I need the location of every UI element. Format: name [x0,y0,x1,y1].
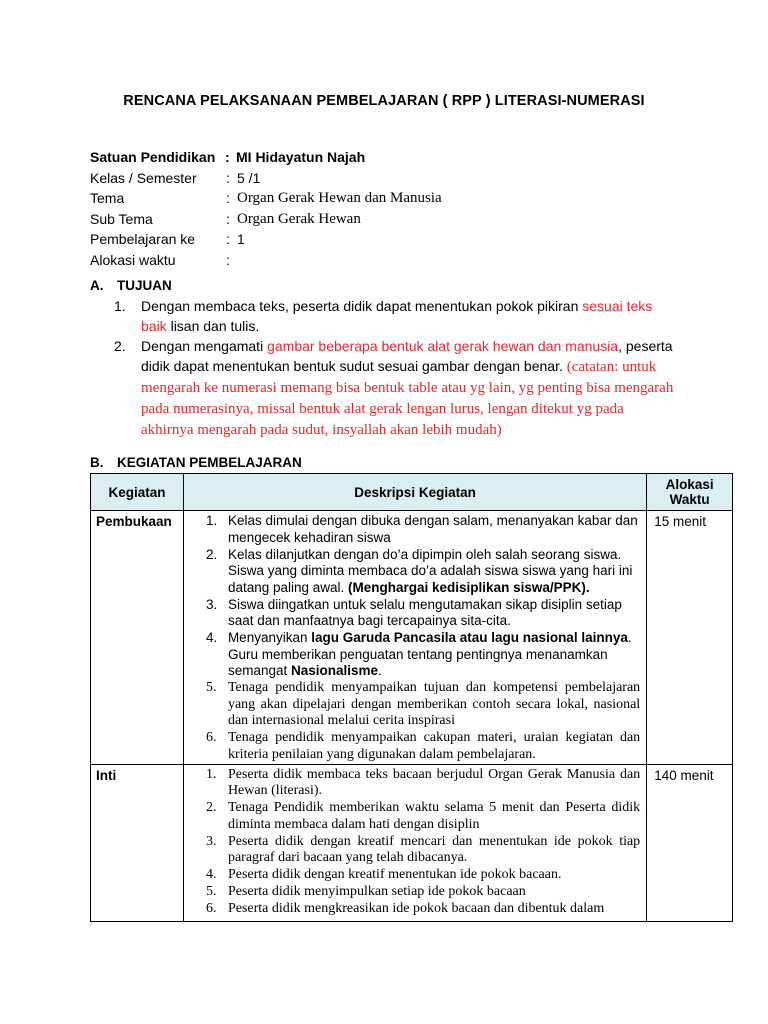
objective-number: 1. [114,298,126,314]
table-row-pembukaan [91,511,733,765]
step-item: 5. Tenaga pendidik menyampaikan tujuan dan kompetensi pembelajaran yang akan dipelajari dengan memberikan contoh secara lokal, nasional dan internasional melalui cerita inspirasi [205,680,641,728]
step-text: Menyanyikan [227,630,312,645]
info-value: 1 [237,231,245,247]
objective-highlight: gambar beberapa bentuk alat gerak hewan dan manusia [267,338,619,354]
section-title: TUJUAN [117,278,172,293]
cell-alokasi [647,511,733,765]
step-item: 4. Menyanyikan lagu Garuda Pancasila atau lagu nasional lainnya. Guru memberikan penguatan tentang pentingnya menanamkan semangat Nasionalisme. [205,630,632,678]
step-item: 6. Tenaga pendidik menyampaikan cakupan materi, uraian kegiatan dan kriteria penilaian yang digunakan dalam pembelajaran. [205,730,641,762]
step-text: Peserta didik membaca teks bacaan berjudul Organ Gerak Manusia dan Hewan (literasi). [227,766,641,798]
info-label: Pembelajaran ke [90,231,196,247]
cell-alokasi [647,764,733,921]
info-label: Tema [90,190,125,206]
cell-deskripsi [183,764,646,921]
steps-list [184,511,646,763]
section-title: KEGIATAN PEMBELAJARAN [117,455,302,470]
objective-item [114,296,674,336]
steps-list [184,765,646,918]
step-item: 3. Siswa diingatkan untuk selalu mengutamakan sikap disiplin setiap saat dan manfaatnya bagi tercapainya sita-cita. [205,596,622,628]
section-letter: A. [90,278,104,293]
step-item: 2. Tenaga Pendidik memberikan waktu selama 5 menit dan Peserta didik diminta membaca dalam hati dengan disiplin [205,800,641,832]
info-value: MI Hidayatun Najah [236,149,366,165]
step-text-bold: lagu Garuda Pancasila atau lagu nasional lainnya [311,630,628,645]
step-text: Siswa diingatkan untuk selalu mengutamakan sikap disiplin setiap saat dan manfaatnya bagi tercapainya sita-cita. [227,596,622,628]
objective-text-cont: , peserta didik dapat menentukan bentuk sudut sesuai gambar dengan benar. [141,338,673,374]
objective-text: Dengan membaca teks, peserta didik dapat menentukan pokok pikiran [141,298,583,314]
step-text: Peserta didik mengkreasikan ide pokok bacaan dan dibentuk dalam [227,901,605,916]
objective-highlight: sesuai teks baik [141,298,653,334]
step-text: . [378,663,382,678]
step-text: Kelas dilanjutkan dengan do’a dipimpin oleh salah seorang siswa. Siswa yang diminta membaca do’a adalah siswa siswa yang hari ini datang paling awal. [227,546,633,595]
activities-table [90,473,733,922]
document-title: RENCANA PELAKSANAAN PEMBELAJARAN ( RPP ) LITERASI-NUMERASI [123,93,645,109]
info-label: Alokasi waktu [90,251,176,268]
info-label: Satuan Pendidikan [90,149,216,165]
info-colon: : [226,190,230,206]
step-text-bold: (Menghargai kedisiplikan siswa/PPK). [348,579,590,595]
info-value: Organ Gerak Hewan [237,210,361,227]
info-value: Organ Gerak Hewan dan Manusia [237,190,442,206]
section-a-heading [90,278,172,293]
step-item: 5. Peserta didik menyimpulkan setiap ide pokok bacaan [205,884,526,899]
kegiatan-name: Pembukaan [96,514,172,529]
objective-text-cont: lisan dan tulis. [170,318,260,334]
step-item: 1. Kelas dimulai dengan dibuka dengan salam, menanyakan kabar dan mengecek kehadiran siswa [205,513,638,545]
step-item: 3. Peserta didik dengan kreatif mencari dan menentukan ide pokok tiap paragraf dari bacaan yang telah dibacanya. [205,833,641,865]
section-letter: B. [90,455,104,470]
kegiatan-name: Inti [96,767,117,783]
step-item: 4. Peserta didik dengan kreatif menentukan ide pokok bacaan. [205,867,562,882]
objective-item [114,336,674,440]
info-colon: : [226,169,230,186]
cell-kegiatan [91,764,184,921]
steps-clip [184,765,646,921]
cell-kegiatan [91,511,184,765]
step-item: 1. Peserta didik membaca teks bacaan berjudul Organ Gerak Manusia dan Hewan (literasi). [205,766,641,798]
step-text: Tenaga Pendidik memberikan waktu selama 5 menit dan Peserta didik diminta membaca dalam hati dengan disiplin [227,800,641,832]
info-value: 5 /1 [237,169,261,186]
info-label: Sub Tema [90,210,153,227]
info-colon: : [226,251,230,268]
objectives-list [114,296,674,440]
table-header-row [91,474,733,511]
step-text: Tenaga pendidik menyampaikan cakupan materi, uraian kegiatan dan kriteria penilaian yang digunakan dalam pembelajaran. [227,730,641,762]
header-deskripsi: Deskripsi Kegiatan [183,474,646,511]
step-text: Peserta didik dengan kreatif menentukan ide pokok bacaan. [227,867,562,882]
info-label: Kelas / Semester [90,169,197,186]
step-text: Peserta didik menyimpulkan setiap ide pokok bacaan [227,884,526,899]
step-text: Peserta didik dengan kreatif mencari dan menentukan ide pokok tiap paragraf dari bacaan yang telah dibacanya. [227,833,641,865]
alokasi-value: 140 menit [654,767,714,783]
step-text: Kelas dimulai dengan dibuka dengan salam, menanyakan kabar dan mengecek kehadiran siswa [227,513,638,545]
cell-deskripsi [183,511,646,765]
step-text: Tenaga pendidik menyampaikan tujuan dan kompetensi pembelajaran yang akan dipelajari dengan memberikan contoh secara lokal, nasional dan internasional melalui cerita inspirasi [227,680,641,728]
header-kegiatan: Kegiatan [91,474,184,511]
section-b-heading [90,455,302,470]
step-item: 2. Kelas dilanjutkan dengan do’a dipimpin oleh salah seorang siswa. Siswa yang diminta membaca do’a adalah siswa siswa yang hari ini datang paling awal. (Menghargai kedisiplikan siswa/PPK). [205,546,633,595]
info-colon: : [225,149,230,165]
table-row-inti [91,764,733,921]
objective-number: 2. [114,338,126,354]
step-text: . Guru memberikan penguatan tentang pentingnya menanamkan semangat [227,630,632,678]
objective-note: (catatan: untuk mengarah ke numerasi memang bisa bentuk table atau yg lain, yg penting bisa mengarah pada numerasinya, missal bentuk alat gerak lengan lurus, lengan ditekut yg pada akhirnya mengarah pada sudut, insyallah akan lebih mudah) [141,359,674,438]
header-alokasi: Alokasi Waktu [647,474,733,511]
objective-text: Dengan mengamati [141,338,268,354]
alokasi-value: 15 menit [654,514,706,529]
info-colon: : [226,210,230,227]
step-text-bold: Nasionalisme [290,663,379,678]
step-item: 6. Peserta didik mengkreasikan ide pokok bacaan dan dibentuk dalam [205,901,605,916]
info-colon: : [226,231,230,247]
